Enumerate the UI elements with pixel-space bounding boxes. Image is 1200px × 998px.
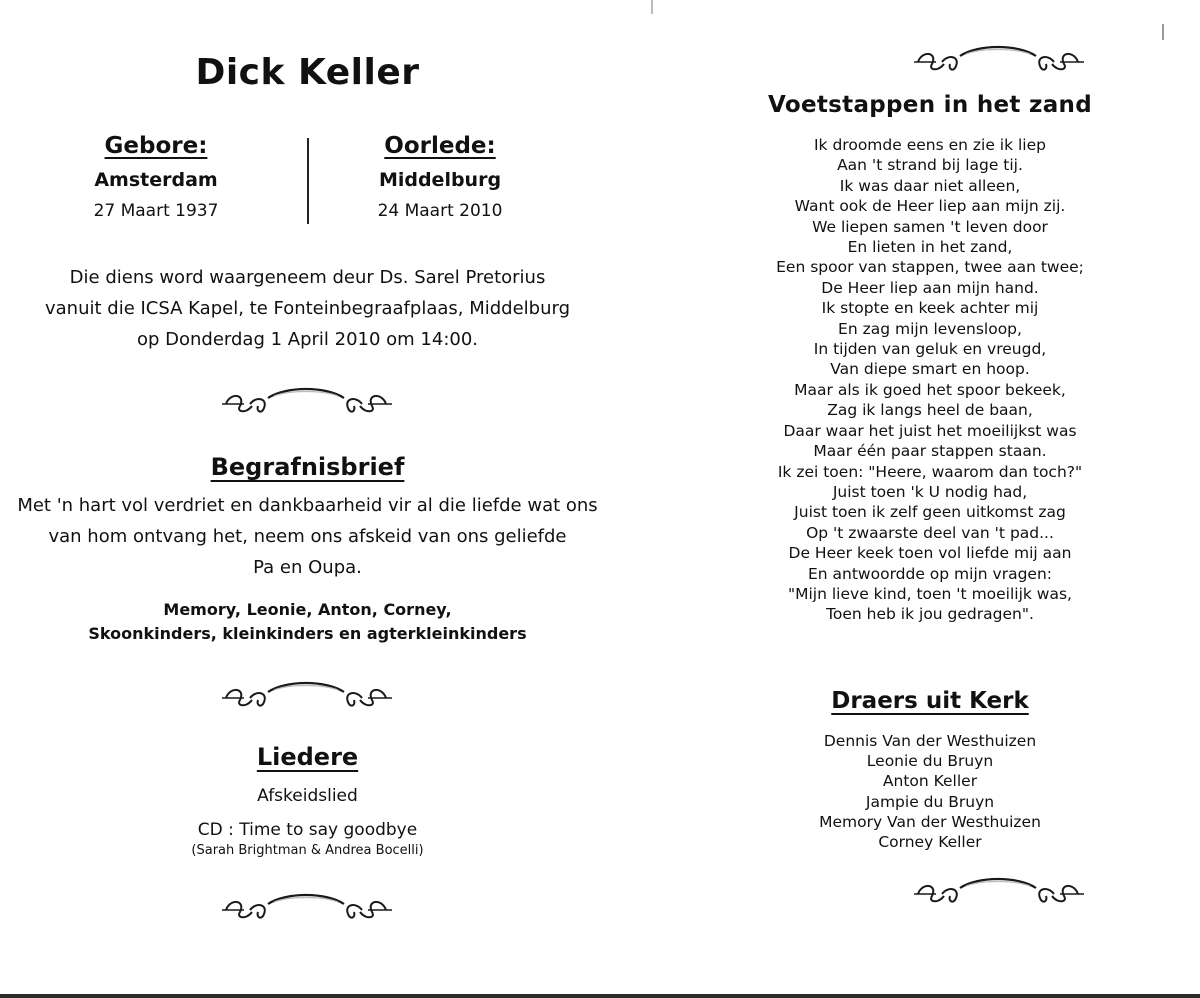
ornament-divider [908,872,1088,912]
bearers-title-text: Draers uit Kerk [831,688,1029,714]
poem-line: Ik stopte en keek achter mij [821,299,1039,318]
page-fold-mark [651,0,653,14]
song-name: CD : Time to say goodbye [197,820,418,840]
ornament-divider [908,40,1088,80]
died-date: 24 Maart 2010 [377,201,503,221]
died-place: Middelburg [378,169,502,191]
song-artists: (Sarah Brightman & Andrea Bocelli) [191,843,424,858]
bearer-name: Corney Keller [878,833,982,852]
born-heading: Gebore: [104,133,208,159]
poem-line: Maar als ik goed het spoor bekeek, [794,380,1066,399]
poem-line: Maar één paar stappen staan. [813,442,1047,461]
service-line: Die diens word waargeneem deur Ds. Sarel Pretorius [69,267,546,288]
poem-line: Juist toen ik zelf geen uitkomst zag [794,503,1066,522]
born-column [36,132,276,222]
letter-line: Pa en Oupa. [253,557,362,578]
letter-line: van hom ontvang het, neem ons afskeid van ons geliefde [48,526,567,547]
poem-line: En antwoordde op mijn vragen: [807,564,1052,583]
bearer-name: Jampie du Bruyn [865,792,995,811]
songs-subtitle: Afskeidslied [257,786,358,806]
bearers-list [660,731,1200,852]
poem-line: De Heer liep aan mijn hand. [821,278,1039,297]
poem-line: Juist toen 'k U nodig had, [832,482,1028,501]
poem-line: Van diepe smart en hoop. [830,360,1030,379]
poem-line: Toen heb ik jou gedragen". [826,605,1034,624]
poem-line: Aan 't strand bij lage tij. [837,156,1023,175]
poem-line: De Heer keek toen vol liefde mij aan [788,544,1072,563]
poem-line: Want ook de Heer liep aan mijn zij. [794,197,1066,216]
service-line: op Donderdag 1 April 2010 om 14:00. [136,329,479,350]
born-place: Amsterdam [94,169,218,191]
died-heading: Oorlede: [384,133,496,159]
letter-line: Met 'n hart vol verdriet en dankbaarheid vir al die liefde wat ons [17,495,598,516]
poem-line: Ik droomde eens en zie ik liep [813,136,1046,154]
family-names [0,598,615,646]
deceased-name: Dick Keller [195,52,420,93]
poem-line: "Mijn lieve kind, toen 't moeilijk was, [788,584,1072,603]
born-date: 27 Maart 1937 [93,201,219,221]
poem-line: Op 't zwaarste deel van 't pad... [806,523,1054,542]
poem-line: In tijden van geluk en vreugd, [813,340,1047,359]
bearer-name: Anton Keller [882,772,978,791]
poem [660,135,1200,625]
service-line: vanuit die ICSA Kapel, te Fonteinbegraafplaas, Middelburg [45,298,570,319]
right-page [660,0,1200,998]
bearer-name: Leonie du Bruyn [866,752,994,771]
poem-line: We liepen samen 't leven door [812,217,1048,236]
letter-title [0,452,615,482]
poem-line: Daar waar het juist het moeilijkst was [783,421,1077,440]
poem-line: En lieten in het zand, [847,238,1013,257]
poem-title: Voetstappen in het zand [768,92,1092,118]
ornament-divider [216,888,396,928]
vertical-divider [307,138,309,224]
family-names-line: Skoonkinders, kleinkinders en agterkleinkinders [88,624,527,643]
songs-title [0,742,615,772]
ornament-divider [216,382,396,422]
ornament-divider [216,676,396,716]
poem-line: En zag mijn levensloop, [838,319,1022,338]
bearer-name: Memory Van der Westhuizen [819,812,1041,831]
poem-line: Een spoor van stappen, twee aan twee; [776,258,1084,277]
bearer-name: Dennis Van der Westhuizen [823,732,1037,750]
poem-line: Zag ik langs heel de baan, [827,401,1033,420]
died-column [320,132,560,222]
songs-title-text: Liedere [256,743,359,771]
letter-text [0,490,615,583]
letter-title-text: Begrafnisbrief [210,453,405,481]
bearers-title [660,688,1200,714]
poem-line: Ik zei toen: "Heere, waarom dan toch?" [777,462,1083,481]
service-details [0,262,615,355]
poem-line: Ik was daar niet alleen, [839,176,1021,195]
family-names-line: Memory, Leonie, Anton, Corney, [163,600,452,619]
